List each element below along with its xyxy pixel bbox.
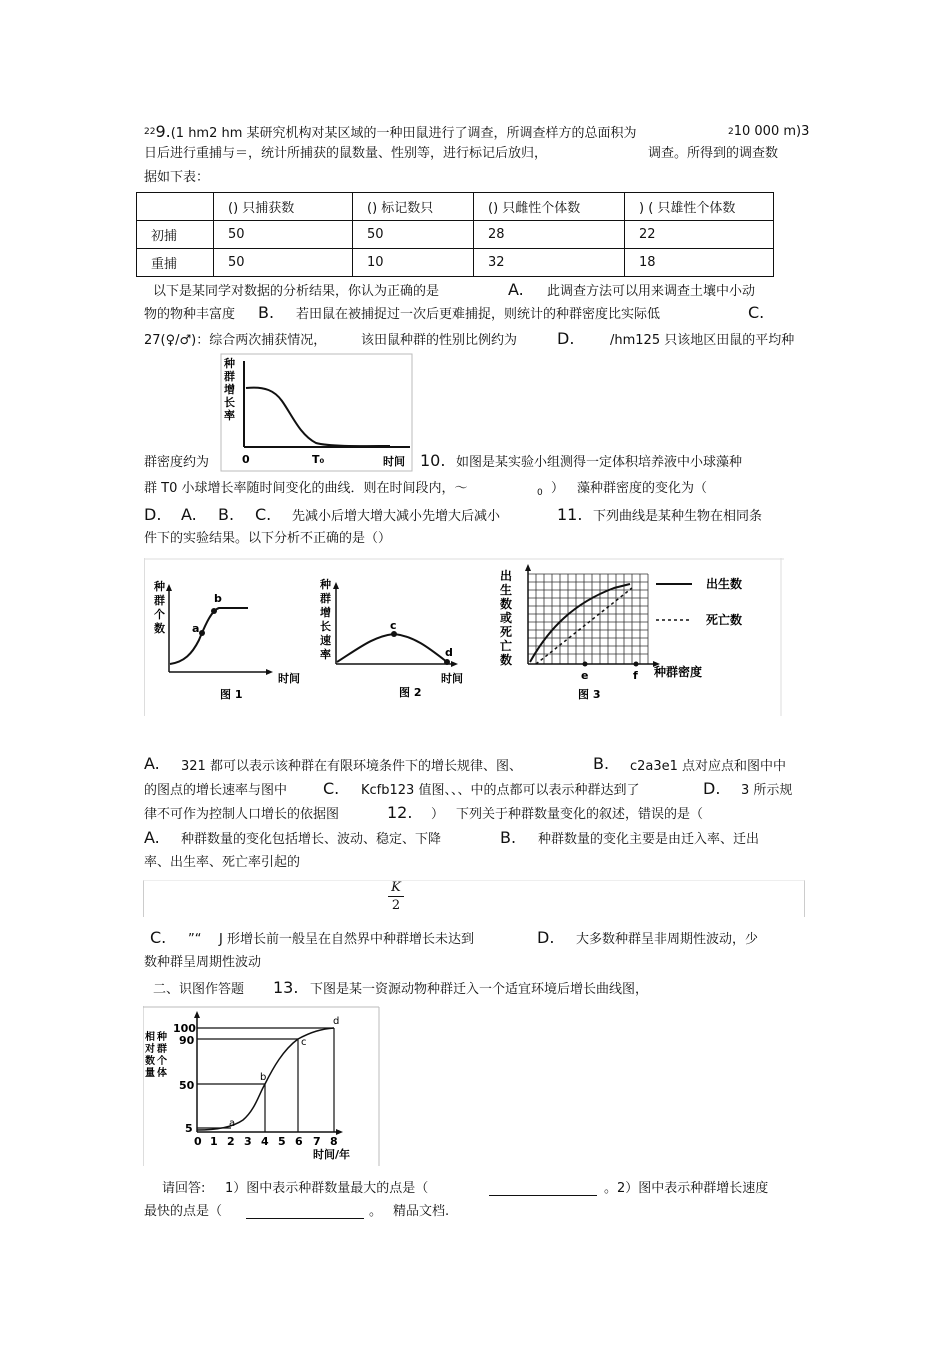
q10-text: 如图是某实验小组测得一定体积培养液中小球藻种 <box>456 455 743 470</box>
option-label: D. <box>557 329 575 348</box>
table-cell: 重捕 <box>137 249 214 277</box>
fraction-box <box>143 880 805 917</box>
axis-label-char: 率 <box>224 409 235 422</box>
superscript: 2 <box>728 127 734 137</box>
point-label: c <box>390 619 397 632</box>
table-row <box>137 221 774 249</box>
option-label: B. <box>258 303 275 322</box>
arrow-icon <box>266 669 273 675</box>
axis-label-char: 增 <box>320 606 331 619</box>
x-axis-label: 种群密度 <box>654 665 703 679</box>
x-tick-label: 8 <box>330 1135 338 1148</box>
axis-label-char: 数 <box>154 622 165 635</box>
option-label: A. <box>508 280 524 299</box>
axis-label-char: 个 <box>157 1056 167 1067</box>
fraction-k-over-2 <box>388 880 404 913</box>
q12-text: ”“ <box>188 932 202 947</box>
table-header: () 只雌性个体数 <box>474 193 625 221</box>
origin-label: 0 <box>242 453 250 466</box>
fraction-numerator: K <box>391 880 401 895</box>
option-label: D. <box>537 928 555 947</box>
q10-text: 群 T0 小球增长率随时间变化的曲线．则在时间段内，～ <box>144 481 468 496</box>
q9-text: (1 hm2 hm 某研究机构对某区域的一种田鼠进行了调查，所调查样方的总面积为 <box>170 126 637 141</box>
q11-text: 3 所示规 <box>741 783 793 798</box>
x-tick-label: 3 <box>244 1135 252 1148</box>
point-a <box>199 630 205 636</box>
q9-text: 该田鼠种群的性别比例约为 <box>361 333 518 348</box>
q10-text: ） <box>551 481 565 496</box>
capture-table <box>136 192 774 277</box>
grid <box>528 574 648 664</box>
table-header <box>137 193 214 221</box>
axis-label-char: 或 <box>500 611 513 625</box>
point-label: b <box>214 592 222 605</box>
axis-label-char: 速 <box>320 634 331 647</box>
axis-label-char: 数 <box>500 597 513 611</box>
axis-label-char: 群 <box>157 1044 167 1055</box>
option-label: C. <box>150 928 167 947</box>
fraction-bar <box>388 896 404 897</box>
point-f <box>634 662 639 667</box>
caption: 图 1 <box>220 688 243 701</box>
q9-line2-right <box>648 146 778 162</box>
point-e <box>583 662 588 667</box>
table-cell: 50 <box>214 221 353 249</box>
y-tick-label: 90 <box>179 1034 195 1047</box>
point-label: d <box>445 646 453 659</box>
x-axis-label: 时间 <box>383 455 405 468</box>
growth-curve-figure <box>143 1006 381 1166</box>
option-label: B. <box>218 505 235 524</box>
question-number: 11. <box>557 505 583 524</box>
axis-label-char: 生 <box>500 583 513 597</box>
growth-rate-curve <box>246 388 390 447</box>
q12-text: 种群数量的变化包括增长、波动、稳定、下降 <box>181 832 442 847</box>
point-b <box>211 608 217 614</box>
point-d <box>444 659 450 665</box>
x-axis-label: 时间 <box>441 672 463 685</box>
q13-text: 。2）图中表示种群增长速度 <box>604 1181 769 1196</box>
q11-text: 下列曲线是某种生物在相同条 <box>593 509 763 524</box>
axis-label-char: 出 <box>500 569 513 583</box>
table-cell: 18 <box>625 249 774 277</box>
arrow-icon <box>451 661 458 667</box>
q10-text: 藻种群密度的变化为（ <box>577 481 708 496</box>
option-label: B. <box>500 828 517 847</box>
growth-rate-figure <box>220 353 415 473</box>
q11-text: Kcfb123 值图、、、中的点都可以表示种群达到了 <box>361 783 640 798</box>
q13-text: 下图是某一资源动物种群迁入一个适宜环境后增长曲线图， <box>310 982 649 997</box>
question-number: 13. <box>273 978 299 997</box>
axis-label-char: 对 <box>145 1044 155 1055</box>
q9-text: 调查。所得到的调查数 <box>648 146 779 161</box>
q11-text: 321 都可以表示该种群在有限环境条件下的增长规律、图、 <box>181 759 522 774</box>
axis-label-char: 种 <box>154 580 165 593</box>
question-number: 10. <box>420 451 446 470</box>
q9-text: 10 000 m)3 <box>733 124 810 139</box>
axis-label-char: 数 <box>500 653 513 667</box>
answer-blank-2[interactable] <box>246 1218 364 1219</box>
point-label: a <box>229 1118 236 1129</box>
point-label: e <box>581 669 589 682</box>
question-number: 9. <box>155 122 171 141</box>
option-label: A. <box>144 828 160 847</box>
table-header: ) ( 只雄性个体数 <box>625 193 774 221</box>
option-label: C. <box>323 779 340 798</box>
point-label: f <box>633 669 638 682</box>
option-label: C. <box>255 505 272 524</box>
x-tick-label: 6 <box>295 1135 303 1148</box>
axis-label-char: 长 <box>320 620 331 633</box>
legend-label: 死亡数 <box>706 613 743 627</box>
q13-text: 请回答: <box>162 1181 206 1196</box>
axis-label-char: 个 <box>154 608 165 621</box>
q10-text: 先减小后增大增大减小先增大后减小 <box>292 509 501 524</box>
axis-label-char: 相 <box>145 1032 155 1043</box>
table-header: () 标记数只 <box>353 193 474 221</box>
x-tick-label: 4 <box>261 1135 269 1148</box>
axis-label-char: 体 <box>157 1068 167 1079</box>
q12-text: 率、出生率、死亡率引起的 <box>144 855 301 870</box>
t0-label: T₀ <box>312 453 325 466</box>
axis-label-char: 亡 <box>500 639 513 653</box>
q9-line1-right <box>728 124 809 140</box>
q9-text: 27(♀/♂)：综合两次捕获情况， <box>144 333 327 348</box>
q13-text: 。 <box>369 1204 383 1219</box>
subscript: 0 <box>537 488 543 498</box>
point-label: c <box>301 1037 307 1048</box>
q12-text: 大多数种群呈非周期性波动，少 <box>576 932 759 947</box>
table-cell: 32 <box>474 249 625 277</box>
option-label: A. <box>144 754 160 773</box>
axis-label-char: 长 <box>224 396 235 409</box>
table-cell: 28 <box>474 221 625 249</box>
axis-label-char: 率 <box>320 648 331 661</box>
birth-curve <box>530 584 630 662</box>
q9-line4 <box>153 284 439 300</box>
q13-text: 最快的点是（ <box>144 1204 223 1219</box>
axis-label-char: 增 <box>224 383 235 396</box>
axis-label-char: 群 <box>224 370 235 383</box>
q11-text: 律不可作为控制人口增长的依据图 <box>144 807 340 822</box>
x-axis-label: 时间 <box>278 672 300 685</box>
option-label: D. <box>703 779 721 798</box>
section-heading: 二、识图作答题 <box>153 982 245 997</box>
point-label: a <box>192 622 200 635</box>
q12-text: 下列关于种群数量变化的叙述，错误的是（ <box>456 807 704 822</box>
axis-label-char: 种 <box>157 1032 167 1043</box>
q9-line3: 据如下表： <box>144 170 210 185</box>
q11-text: 的图点的增长速率与图中 <box>144 783 288 798</box>
x-tick-label: 0 <box>194 1135 202 1148</box>
s-curve <box>170 608 248 664</box>
table-cell: 50 <box>353 221 474 249</box>
point-label: d <box>333 1016 340 1027</box>
superscript: 22 <box>144 127 156 137</box>
q9-line1 <box>144 124 637 142</box>
axis-label-char: 数 <box>145 1056 155 1067</box>
question-number: 12. <box>387 803 413 822</box>
table-header: () 只捕获数 <box>214 193 353 221</box>
bell-curve <box>337 634 447 662</box>
footer-note: 精品文档. <box>393 1204 450 1219</box>
arrow-icon <box>333 582 339 589</box>
option-label: A. <box>181 505 197 524</box>
x-axis-label: 时间/年 <box>313 1148 351 1161</box>
x-tick-label: 1 <box>210 1135 218 1148</box>
option-label: B. <box>593 754 610 773</box>
q11-text: 件下的实验结果。以下分析不正确的是（） <box>144 531 392 546</box>
q12-text: 种群数量的变化主要是由迁入率、迁出 <box>538 832 760 847</box>
axis-label-char: 群 <box>154 594 165 607</box>
q12-text: J 形增长前一般呈在自然界中种群增长未达到 <box>219 932 474 947</box>
table-cell: 初捕 <box>137 221 214 249</box>
q13-text: 1）图中表示种群数量最大的点是（ <box>225 1181 429 1196</box>
table-header-row <box>137 193 774 221</box>
table-row <box>137 249 774 277</box>
option-label: C. <box>748 303 765 322</box>
arrow-icon <box>525 564 531 571</box>
x-tick-label: 5 <box>278 1135 286 1148</box>
arrow-icon <box>166 584 172 591</box>
q9-text: 若田鼠在被捕捉过一次后更难捕捉，则统计的种群密度比实际低 <box>296 307 661 322</box>
q12-text: 数种群呈周期性波动 <box>144 955 262 970</box>
three-graphs-figure <box>144 558 784 716</box>
q9-text: 物的物种丰富度 <box>144 307 236 322</box>
y-tick-label: 50 <box>179 1079 195 1092</box>
arrow-icon <box>194 1011 200 1018</box>
axis-label-char: 群 <box>320 592 331 605</box>
x-tick-label: 7 <box>313 1135 321 1148</box>
q11-text: c2a3e1 点对应点和图中中 <box>630 759 787 774</box>
table-cell: 22 <box>625 221 774 249</box>
axis-label-char: 种 <box>224 357 235 370</box>
axis-label-char: 量 <box>145 1068 155 1079</box>
axis-label-char: 死 <box>500 625 513 639</box>
caption: 图 2 <box>399 686 422 699</box>
table-cell: 10 <box>353 249 474 277</box>
q9-text: 以下是某同学对数据的分析结果，你认为正确的是 <box>153 284 440 299</box>
point-label: b <box>260 1072 267 1083</box>
y-tick-label: 5 <box>185 1122 193 1135</box>
answer-blank-1[interactable] <box>489 1195 597 1196</box>
caption: 图 3 <box>578 688 601 701</box>
q9-text: 此调查方法可以用来调查土壤中小动 <box>547 284 756 299</box>
table-cell: 50 <box>214 249 353 277</box>
q9-text: 日后进行重捕与＝，统计所捕获的鼠数量、性别等，进行标记后放归， <box>144 146 548 161</box>
q9-text: /hm125 只该地区田鼠的平均种 <box>610 333 795 348</box>
q9-text: 群密度约为 <box>144 455 210 470</box>
q9-line2 <box>144 146 547 162</box>
x-tick-label: 2 <box>227 1135 235 1148</box>
legend-label: 出生数 <box>706 577 743 591</box>
y-tick-label: 100 <box>173 1022 196 1035</box>
axis-label-char: 种 <box>320 578 331 591</box>
fraction-denominator: 2 <box>391 898 401 913</box>
q12-text: ） <box>431 807 445 822</box>
option-label: D. <box>144 505 162 524</box>
